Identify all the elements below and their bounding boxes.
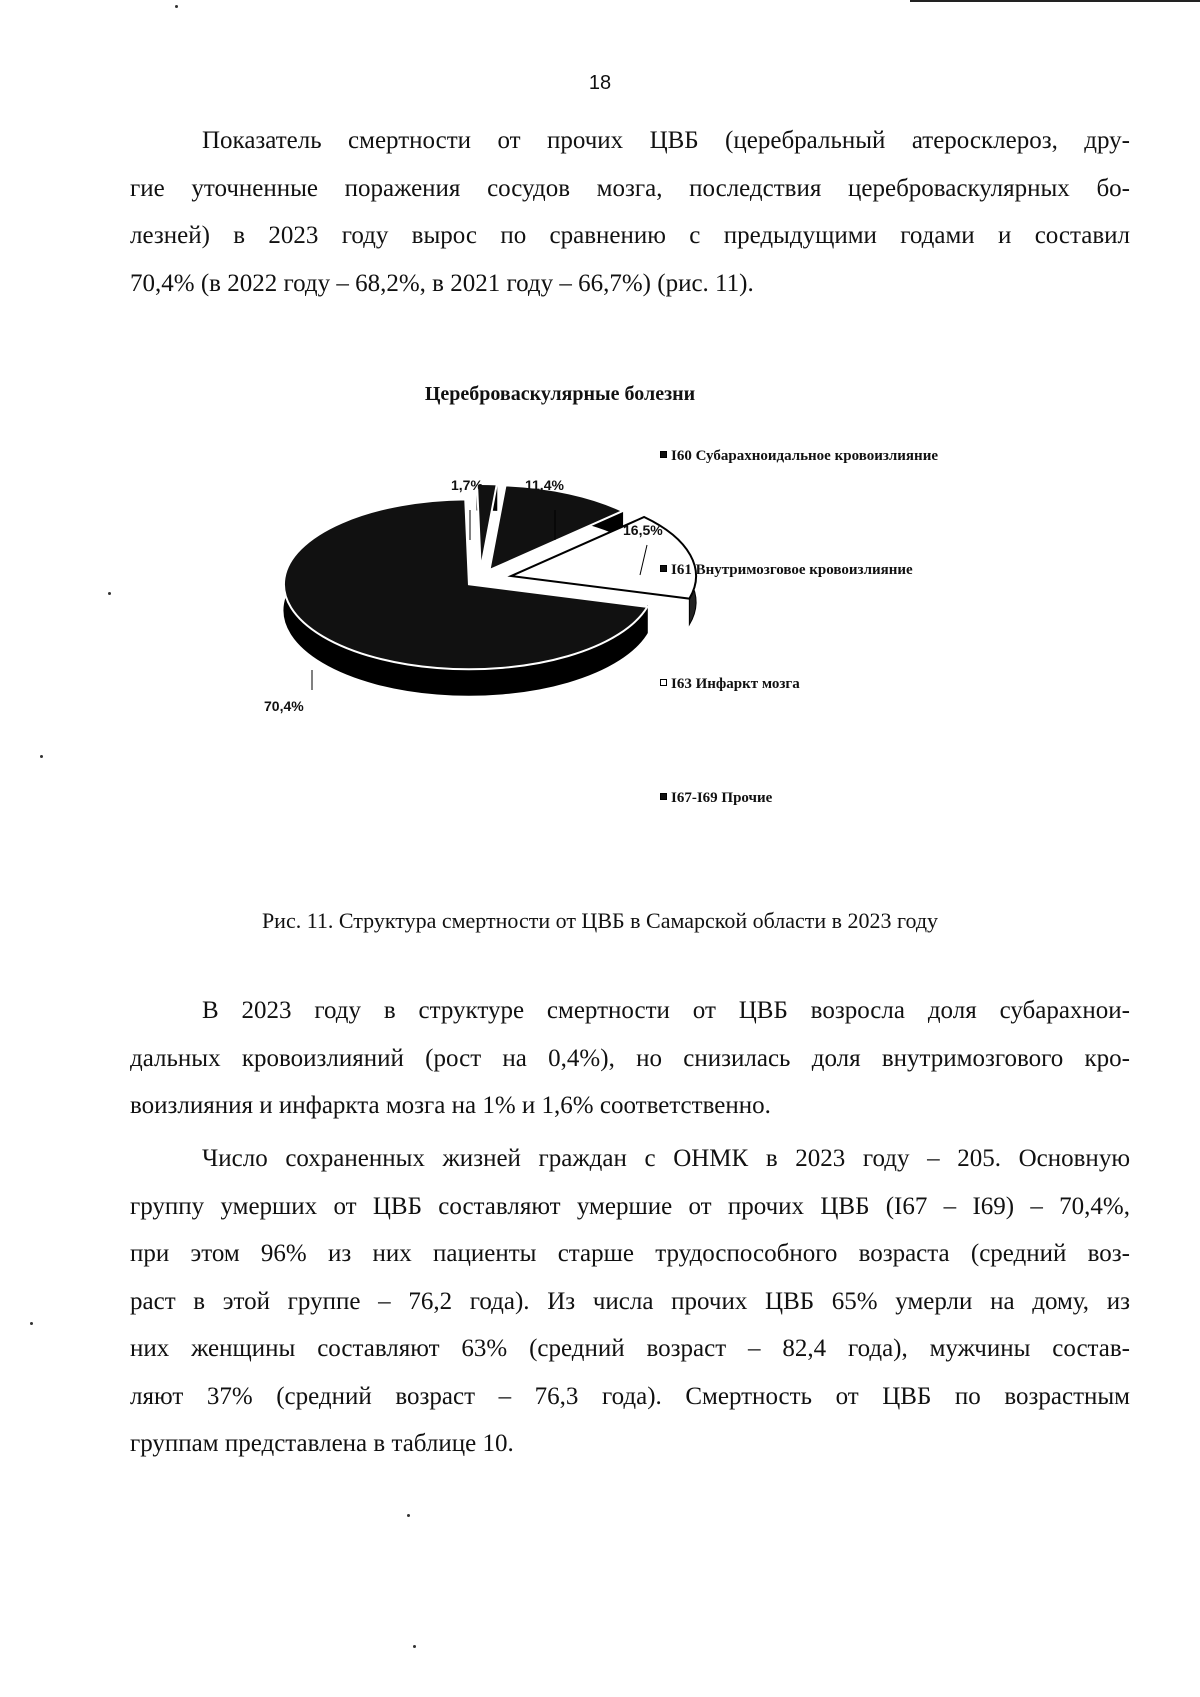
paragraph-3-line: ляют 37% (средний возраст – 76,3 года). Смертность от ЦВБ по возрастным: [130, 1382, 1130, 1410]
paragraph-1-line: Показатель смертности от прочих ЦВБ (церебральный атеросклероз, дру-: [202, 127, 1130, 154]
legend-label: I67-I69 Прочие: [671, 790, 773, 806]
scan-speck: [175, 5, 178, 8]
paragraph-3-line: них женщины составляют 63% (средний возраст – 82,4 года), мужчины состав-: [130, 1335, 1130, 1362]
data-label-i60: 1,7%: [451, 477, 483, 493]
paragraph-2: [130, 987, 1130, 1130]
legend-swatch-icon: [660, 451, 667, 458]
scan-speck: [413, 1645, 416, 1648]
data-label-i67-i69: 70,4%: [264, 698, 304, 714]
chart-title: Цереброваскулярные болезни: [424, 383, 696, 405]
figure-caption: Рис. 11. Структура смертности от ЦВБ в Самарской области в 2023 году: [261, 908, 939, 933]
legend-swatch-icon: [660, 565, 667, 572]
paragraph-3-line: группу умерших от ЦВБ составляют умершие от прочих ЦВБ (I67 – I69) – 70,4%,: [130, 1192, 1130, 1220]
pie-chart: [0, 380, 1200, 840]
legend-swatch-icon: [660, 679, 667, 686]
legend-label: I60 Субарахноидальное кровоизлияние: [671, 448, 938, 464]
data-label-i63: 16,5%: [623, 522, 663, 538]
scan-speck: [40, 755, 43, 758]
legend-swatch-icon: [660, 793, 667, 800]
paragraph-1: [130, 117, 1130, 307]
legend-item-i61: [660, 562, 913, 579]
legend-label: I61 Внутримозговое кровоизлияние: [671, 562, 913, 578]
scan-speck: [407, 1514, 410, 1517]
paragraph-3-line: при этом 96% из них пациенты старше трудоспособного возраста (средний воз-: [130, 1240, 1130, 1267]
legend-label: I63 Инфаркт мозга: [671, 676, 800, 692]
paragraph-2-line: воизлияния и инфаркта мозга на 1% и 1,6% соответственно.: [130, 1092, 771, 1119]
paragraph-3-line: группам представлена в таблице 10.: [130, 1430, 514, 1457]
paragraph-3: [130, 1135, 1130, 1468]
paragraph-3-line: Число сохраненных жизней граждан с ОНМК в 2023 году – 205. Основную: [202, 1145, 1130, 1172]
legend-item-i60: [660, 448, 938, 465]
page-number: 18: [588, 72, 612, 94]
legend-item-i67-i69: [660, 790, 772, 807]
scan-speck: [30, 1322, 33, 1325]
paragraph-2-line: В 2023 году в структуре смертности от ЦВБ возросла доля субарахнои-: [202, 997, 1130, 1024]
top-border-line: [910, 0, 1200, 2]
scan-speck: [108, 592, 111, 595]
pie-slices-layer: [284, 484, 696, 695]
legend-item-i63: [660, 676, 800, 693]
paragraph-1-line: гие уточненные поражения сосудов мозга, последствия цереброваскулярных бо-: [130, 174, 1130, 202]
paragraph-1-line: 70,4% (в 2022 году – 68,2%, в 2021 году – 66,7%) (рис. 11).: [130, 269, 754, 297]
paragraph-2-line: дальных кровоизлияний (рост на 0,4%), но снизилась доля внутримозгового кро-: [130, 1044, 1130, 1072]
paragraph-3-line: раст в этой группе – 76,2 года). Из числа прочих ЦВБ 65% умерли на дому, из: [130, 1287, 1130, 1315]
paragraph-1-line: лезней) в 2023 году вырос по сравнению с предыдущими годами и составил: [130, 222, 1130, 249]
data-label-i61: 11,4%: [525, 477, 564, 493]
